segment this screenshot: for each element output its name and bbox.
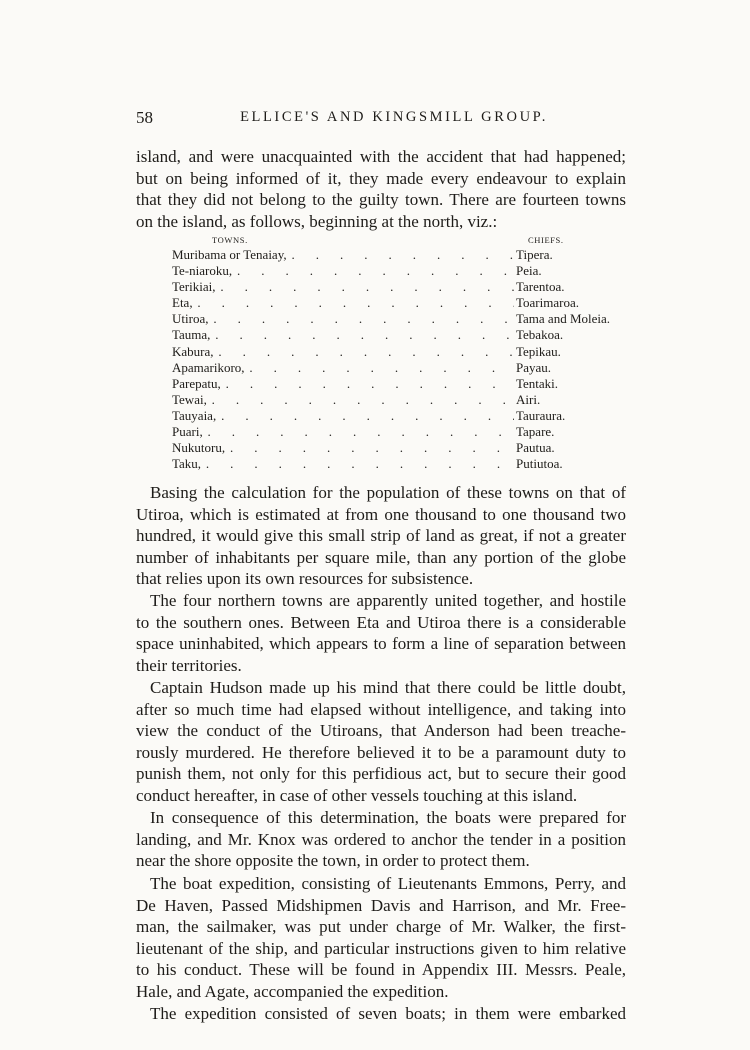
table-row [172,247,626,263]
chief-name: Tentaki. [516,375,559,391]
chief-name: Tapare. [516,424,555,440]
text-line: Utiroa, which is estimated at from one thousand to one thousand two [136,504,626,524]
chief-name: Tebakoa. [516,327,564,343]
text-line: number of inhabitants per square mile, than any portion of the globe [136,547,626,567]
table-row [172,295,626,311]
chief-name: Peia. [516,263,542,279]
chief-name: Tauraura. [516,407,566,423]
town-name: Terikiai, . [172,279,514,295]
text-line: rously murdered. He therefore believed it to be a paramount duty to [136,742,626,762]
paragraph-boat-expedition [136,873,626,1003]
chief-name: Toarimaroa. [516,295,579,311]
table-row [172,408,626,424]
chiefs-column-header: CHIEFS. [528,235,564,245]
table-row [172,311,626,327]
chief-name: Putiutoa. [516,456,563,472]
text-line: to the southern ones. Between Eta and Utiroa there is a considerable [136,612,626,632]
text-line: lieutenant of the ship, and particular instructions given to him relative [136,938,626,958]
text-line: that they did not belong to the guilty town. There are fourteen towns [136,190,626,210]
town-name: Eta, . [172,295,514,311]
running-head [136,108,626,132]
town-name: Tauma, . [172,327,514,343]
town-name: Tewai, . [172,392,514,408]
text-line: hundred, it would give this small strip of land as great, if not a greater [136,526,626,546]
table-row [172,279,626,295]
town-name: Kabura, . [172,344,514,360]
intro-paragraph [136,146,626,232]
table-row [172,360,626,376]
text-line: De Haven, Passed Midshipmen Davis and Harrison, and Mr. Free- [136,895,626,915]
text-line: Hale, and Agate, accompanied the expedition. [136,981,449,1001]
chief-name: Payau. [516,359,552,375]
chief-name: Tepikau. [516,343,561,359]
paragraph-population [136,482,626,590]
town-name: Puari, . [172,424,514,440]
text-line: space uninhabited, which appears to form a line of separation between [136,634,626,654]
text-line: near the shore opposite the town, in order to protect them. [136,851,530,871]
table-row [172,456,626,472]
chief-name: Tarentoa. [516,279,565,295]
paragraph-seven-boats [136,1003,626,1025]
paragraph-boats-prepared [136,807,626,872]
text-line: their territories. [136,655,242,675]
text-line: view the conduct of the Utiroans, that Anderson had been treache- [136,721,626,741]
paragraph-northern-towns [136,590,626,676]
text-line: The four northern towns are apparently united together, and hostile [150,591,626,610]
table-row [172,392,626,408]
town-name: Utiroa, . [172,311,514,327]
town-name: Taku, . [172,456,514,472]
text-line: but on being informed of it, they made every endeavour to explain [136,168,626,188]
chief-name: Airi. [516,391,541,407]
chief-name: Pautua. [516,440,555,456]
text-line: island, and were unacquainted with the accident that had happened; [136,147,626,166]
text-line: on the island, as follows, beginning at the north, viz.: [136,211,498,231]
paragraph-captain-hudson [136,677,626,807]
table-row [172,263,626,279]
chief-name: Tipera. [516,247,553,262]
table-header [172,232,626,247]
table-row [172,327,626,343]
text-line: punish them, not only for this perfidious act, but to secure their good [136,764,626,784]
text-line: landing, and Mr. Knox was ordered to anchor the tender in a position [136,829,626,849]
town-name: Nukutoru, . [172,440,514,456]
text-line: Captain Hudson made up his mind that there could be little doubt, [150,678,626,697]
table-row [172,424,626,440]
town-name: Apamarikoro, . [172,360,514,376]
town-name: Tauyaia, . [172,408,514,424]
table-row [172,344,626,360]
text-line: man, the sailmaker, was put under charge of Mr. Walker, the first- [136,917,626,937]
table-row [172,440,626,456]
town-name: Te-niaroku, . [172,263,514,279]
running-title: ELLICE'S AND KINGSMILL GROUP. [240,109,548,125]
text-line: conduct hereafter, in case of other vessels touching at this island. [136,785,578,805]
town-name: Parepatu, . [172,376,514,392]
text-line: The boat expedition, consisting of Lieutenants Emmons, Perry, and [150,874,626,893]
text-line: In consequence of this determination, the boats were prepared for [150,808,626,827]
text-line: Basing the calculation for the population of these towns on that of [150,483,626,502]
town-name: Muribama or Tenaiay, . [172,247,514,263]
text-line: that relies upon its own resources for subsistence. [136,569,474,589]
table-row [172,376,626,392]
page-number: 58 [136,108,153,127]
towns-chiefs-table [172,232,626,472]
towns-column-header: TOWNS. [212,235,248,245]
text-line: The expedition consisted of seven boats; in them were embarked [150,1004,626,1023]
text-line: after so much time had elapsed without intelligence, and taking into [136,699,626,719]
chief-name: Tama and Moleia. [516,311,611,327]
text-line: to his conduct. These will be found in Appendix III. Messrs. Peale, [136,960,626,980]
